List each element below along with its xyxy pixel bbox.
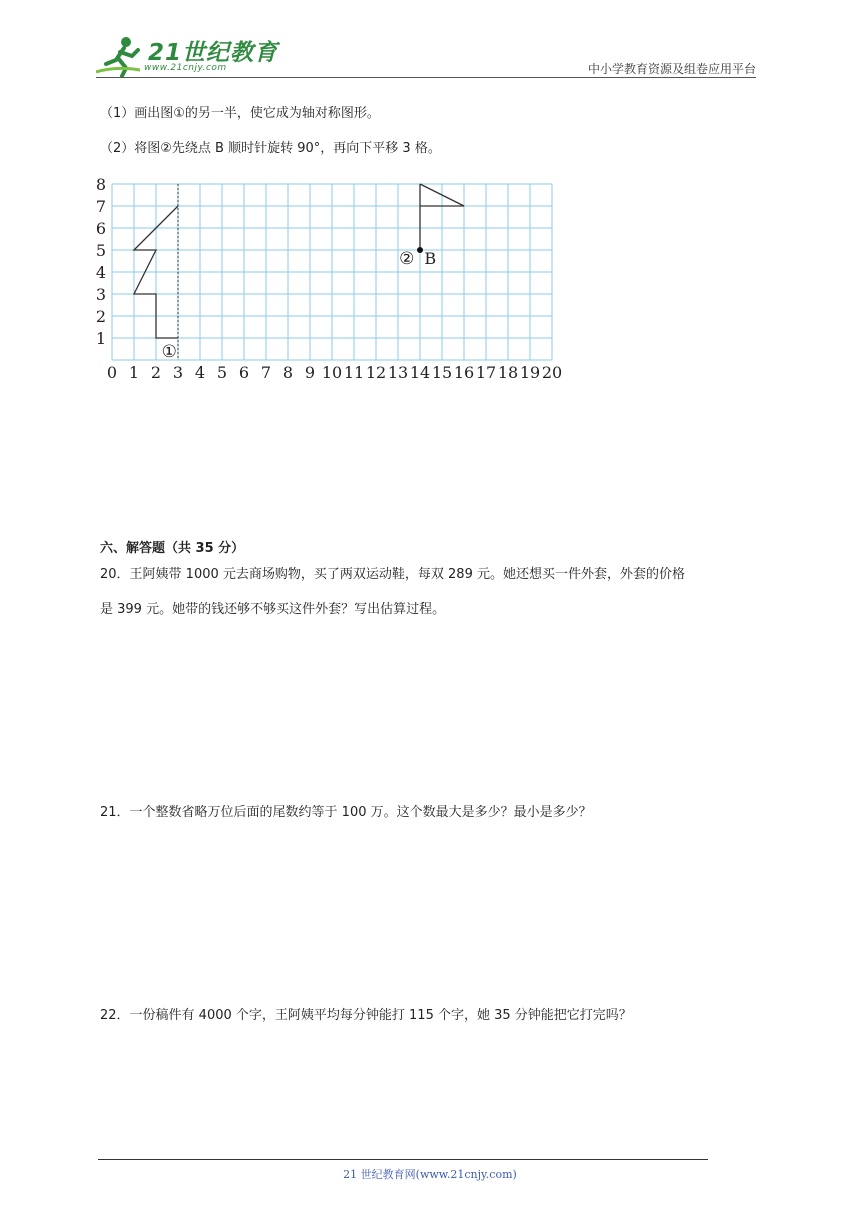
q21-text: 21．一个整数省略万位后面的尾数约等于 100 万。这个数最大是多少？最小是多少？ — [100, 805, 592, 820]
q19-part1: （1）画出图①的另一半，使它成为轴对称图形。 — [100, 106, 380, 121]
x-tick-label: 9 — [304, 363, 316, 382]
x-tick-label: 1 — [128, 363, 140, 382]
y-tick-label: 2 — [95, 307, 106, 326]
x-tick-label: 2 — [150, 363, 162, 382]
x-tick-label: 10 — [321, 363, 343, 382]
x-tick-label: 14 — [409, 363, 431, 382]
x-tick-label: 6 — [238, 363, 250, 382]
q20-line2: 是 399 元。她带的钱还够不够买这件外套？写出估算过程。 — [100, 602, 446, 617]
q20-line1: 20．王阿姨带 1000 元去商场购物，买了两双运动鞋，每双 289 元。她还想买一件外套，外套的价格 — [100, 567, 685, 582]
y-tick-label: 6 — [95, 219, 106, 238]
y-tick-label: 5 — [95, 241, 106, 260]
x-tick-label: 0 — [106, 363, 118, 382]
x-tick-label: 18 — [497, 363, 519, 382]
footer-text: 21 世纪教育网(www.21cnjy.com) — [343, 1168, 517, 1181]
logo-text: 21世纪教育 — [148, 40, 279, 66]
point-B-label: B — [424, 249, 437, 269]
header-platform-text: 中小学教育资源及组卷应用平台 — [587, 62, 756, 76]
y-tick-label: 1 — [95, 329, 106, 348]
section-title: 六、解答题（共 35 分） — [100, 541, 245, 556]
x-tick-label: 20 — [541, 363, 563, 382]
x-tick-label: 12 — [365, 363, 387, 382]
x-tick-label: 5 — [216, 363, 228, 382]
y-tick-label: 3 — [95, 285, 106, 304]
x-tick-label: 16 — [453, 363, 475, 382]
x-tick-label: 19 — [519, 363, 541, 382]
x-tick-label: 4 — [194, 363, 206, 382]
point-B — [417, 247, 423, 253]
x-tick-label: 17 — [475, 363, 497, 382]
q19-part2: （2）将图②先绕点 B 顺时针旋转 90°，再向下平移 3 格。 — [100, 141, 441, 156]
footer-divider — [98, 1159, 708, 1160]
x-tick-label: 11 — [343, 363, 365, 382]
x-tick-label: 15 — [431, 363, 453, 382]
figure-2-label: ② — [399, 249, 415, 270]
logo-url: www.21cnjy.com — [144, 63, 227, 73]
x-tick-label: 7 — [260, 363, 272, 382]
coordinate-grid — [0, 0, 860, 400]
y-tick-label: 8 — [95, 175, 106, 194]
y-tick-label: 7 — [95, 197, 106, 216]
figure-1-label: ① — [161, 342, 177, 362]
x-tick-label: 3 — [172, 363, 184, 382]
q22-text: 22．一份稿件有 4000 个字，王阿姨平均每分钟能打 115 个字，她 35 分钟能把它打完吗？ — [100, 1008, 632, 1023]
x-tick-label: 13 — [387, 363, 409, 382]
y-tick-label: 4 — [95, 263, 106, 282]
x-tick-label: 8 — [282, 363, 294, 382]
